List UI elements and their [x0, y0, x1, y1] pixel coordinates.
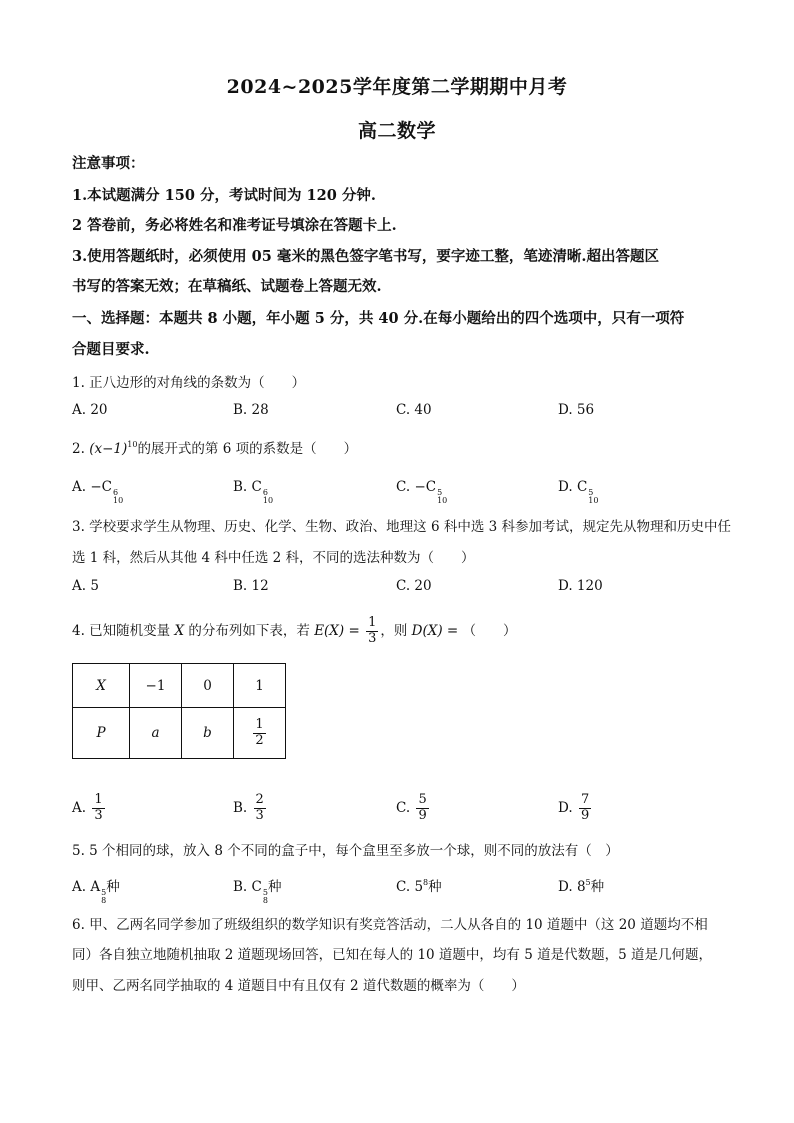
q1-option-d: D. 56: [558, 402, 595, 418]
q2-option-a-sup: 6: [113, 488, 119, 497]
q3-option-c: C. 20: [396, 578, 432, 594]
q5-option-a-tail: 种: [106, 879, 120, 895]
distribution-row-x: [73, 664, 286, 708]
question-2-stem: [72, 437, 357, 457]
q2-option-c-sup: 5: [437, 488, 443, 497]
notice-item-2: 2 答卷前，务必将姓名和准考证号填涂在答题卡上.: [72, 217, 397, 234]
q1-option-a: A. 20: [72, 402, 108, 418]
q1-option-c: C. 40: [396, 402, 432, 418]
q5-option-c: [396, 875, 442, 895]
q5-option-d: [558, 875, 604, 895]
q2-option-d-indices: [588, 489, 598, 505]
q4-option-c: [396, 793, 431, 824]
q4-option-c-label: C.: [396, 799, 411, 816]
q5-option-d-tail: 种: [590, 879, 605, 895]
q3-option-a: A. 5: [72, 578, 99, 594]
q4-expectation-fraction: [366, 616, 378, 647]
q4-option-c-fraction: [416, 793, 428, 824]
table-cell-p3: [234, 708, 286, 759]
table-frac-den: 2: [255, 732, 264, 748]
q5-option-b-sup: 5: [262, 888, 268, 897]
q5-option-a-symbol: A: [90, 879, 101, 895]
question-3-stem: 3. 学校要求学生从物理、历史、化学、生物、政治、地理这 6 科中选 3 科参加考试，规定先从物理和历史中任: [72, 519, 732, 535]
q2-option-a-sign: −C: [90, 479, 112, 495]
q5-option-a: [72, 875, 120, 905]
q4-option-d-label: D.: [558, 799, 573, 816]
q4-stem-pre: 4. 已知随机变量: [72, 622, 171, 639]
distribution-row-p: [73, 708, 286, 759]
q5-option-c-label: C.: [396, 879, 411, 895]
q4-option-b-den: 3: [255, 807, 264, 823]
q5-option-d-exp: 5: [585, 878, 591, 887]
q2-option-d-sign: C: [576, 479, 588, 495]
q2-option-b: [233, 479, 273, 505]
q4-option-c-num: 5: [418, 792, 427, 807]
q2-option-b-sub: 10: [262, 496, 274, 505]
q3-option-b: B. 12: [233, 578, 269, 594]
q2-option-d-sup: 5: [588, 488, 594, 497]
q2-exponent: 10: [127, 440, 138, 449]
q4-option-d-fraction: [579, 793, 591, 824]
q5-option-b-sub: 8: [262, 896, 268, 905]
table-cell-p1: a: [130, 708, 182, 759]
q4-frac-den: 3: [368, 630, 377, 646]
q2-option-b-sign: C: [251, 479, 262, 495]
table-cell-x1: −1: [130, 664, 182, 708]
q4-option-b-num: 2: [255, 792, 264, 807]
q4-option-a-label: A.: [72, 799, 87, 816]
q2-option-c-sub: 10: [437, 496, 448, 505]
q1-option-b: B. 28: [233, 402, 269, 418]
q4-option-a-den: 3: [94, 807, 103, 823]
q5-option-b-tail: 种: [267, 879, 282, 895]
q2-option-a-indices: [113, 489, 123, 505]
q5-option-b: [233, 875, 281, 905]
q2-option-c: [396, 479, 447, 505]
table-cell-x3: 1: [234, 664, 286, 708]
q5-option-a-label: A.: [72, 879, 87, 895]
q2-option-c-label: C.: [396, 479, 411, 495]
notice-item-3: 3.使用答题纸时，必须使用 05 毫米的黑色签字笔书写，要字迹工整，笔迹清晰.超出答题区: [72, 248, 659, 265]
table-cell-x2: 0: [182, 664, 234, 708]
q4-option-d-num: 7: [580, 792, 590, 807]
q4-option-b-label: B.: [233, 799, 248, 816]
q4-stem-end: （ ）: [462, 622, 517, 639]
table-frac-num: 1: [255, 716, 264, 732]
q4-option-a: [72, 793, 107, 824]
q5-option-a-sub: 8: [101, 896, 107, 905]
question-6-stem-cont-2: 则甲、乙两名同学抽取的 4 道题目中有且仅有 2 道代数题的概率为（ ）: [72, 978, 525, 994]
notice-heading: 注意事项：: [72, 155, 145, 172]
q2-option-c-indices: [437, 489, 447, 505]
q2-option-a: [72, 479, 123, 505]
q2-option-b-sup: 6: [262, 488, 268, 497]
q2-option-c-sign: −C: [414, 479, 437, 495]
q2-option-b-indices: [263, 489, 273, 505]
q5-option-c-exp: 8: [423, 878, 429, 887]
q5-option-c-base: 5: [414, 879, 424, 895]
question-3-stem-cont: 选 1 科，然后从其他 4 科中任选 2 科，不同的选法种数为（ ）: [72, 550, 475, 566]
q4-option-a-fraction: [92, 793, 104, 824]
q5-option-c-tail: 种: [428, 879, 442, 895]
q3-option-d: D. 120: [558, 578, 603, 594]
q4-option-b-fraction: [254, 793, 266, 824]
table-cell-p3-fraction: [253, 718, 265, 749]
q4-expectation: E(X) =: [314, 622, 360, 639]
q5-option-a-sup: 5: [101, 888, 107, 897]
question-1-stem: 1. 正八边形的对角线的条数为（ ）: [72, 375, 306, 391]
q2-option-d: [558, 479, 598, 505]
exam-title: 2024~2025学年度第二学期期中月考: [226, 76, 568, 98]
q2-option-a-label: A.: [72, 479, 87, 495]
table-cell-x-header: X: [73, 664, 130, 708]
notice-item-3-cont: 书写的答案无效；在草稿纸、试题卷上答题无效.: [72, 278, 382, 295]
q4-variance: D(X) =: [411, 622, 459, 639]
q2-option-d-label: D.: [558, 479, 573, 495]
q4-frac-num: 1: [368, 615, 377, 630]
q4-option-a-num: 1: [94, 792, 103, 807]
table-cell-p2: b: [182, 708, 234, 759]
question-6-stem-cont-1: 同）各自独立地随机抽取 2 道题现场回答，已知在每人的 10 道题中，均有 5 道是代数题，5 道是几何题，: [72, 947, 712, 963]
q2-expression: (x−1): [89, 441, 128, 457]
q4-option-b: [233, 793, 268, 824]
q4-option-c-den: 9: [418, 807, 427, 823]
question-6-stem: 6. 甲、乙两名同学参加了班级组织的数学知识有奖竞答活动，二人从各自的 10 道题中（这 20 道题均不相: [72, 917, 708, 933]
q2-option-d-sub: 10: [588, 496, 599, 505]
exam-subtitle: 高二数学: [357, 120, 436, 142]
q4-variable: X: [174, 622, 185, 639]
q2-number: 2.: [72, 441, 85, 457]
q2-option-a-sub: 10: [113, 496, 124, 505]
q4-comma: ，则: [380, 622, 408, 639]
q5-option-b-label: B.: [233, 879, 248, 895]
q4-stem-mid: 的分布列如下表，若: [188, 622, 310, 639]
distribution-table: [72, 663, 286, 759]
q5-option-d-label: D.: [558, 879, 573, 895]
question-5-stem: 5. 5 个相同的球，放入 8 个不同的盒子中，每个盒里至多放一个球，则不同的放法有（ ）: [72, 843, 619, 859]
q4-option-d: [558, 793, 593, 824]
q5-option-b-symbol: C: [251, 879, 262, 895]
q4-option-d-den: 9: [580, 807, 590, 823]
question-4-stem: [72, 616, 517, 647]
section-heading-cont: 合题目要求.: [72, 341, 150, 358]
section-heading: 一、选择题：本题共 8 小题，年小题 5 分，共 40 分.在每小题给出的四个选项中，只有一项符: [72, 310, 685, 327]
table-cell-p-header: P: [73, 708, 130, 759]
q5-option-d-base: 8: [576, 879, 586, 895]
q2-option-b-label: B.: [233, 479, 248, 495]
notice-item-1: 1.本试题满分 150 分，考试时间为 120 分钟.: [72, 187, 376, 204]
q2-stem-text: 的展开式的第 6 项的系数是（ ）: [137, 441, 358, 457]
